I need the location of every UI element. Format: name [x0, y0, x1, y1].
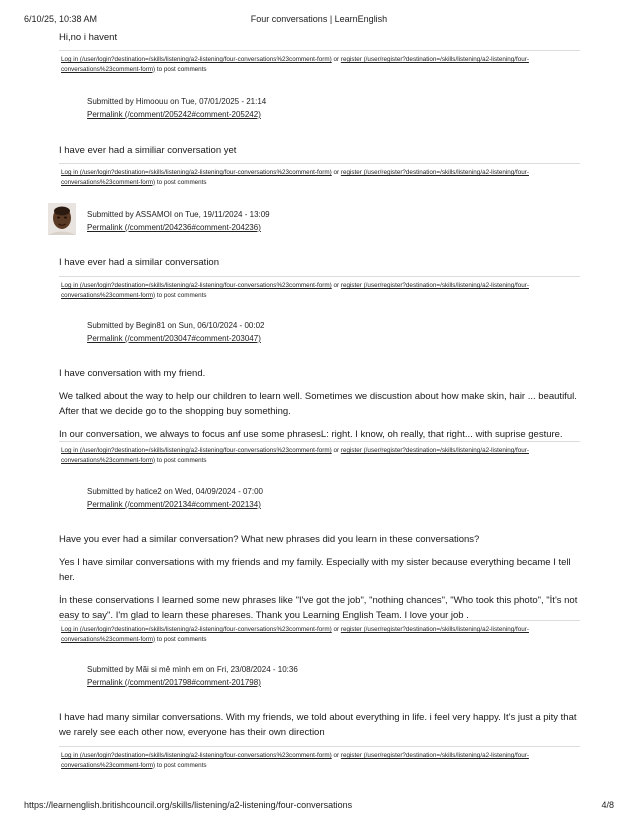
login-link[interactable]: Log in (/user/login?destination=/skills/listening/a2-listening/four-conversations%23comment-form) — [61, 447, 332, 454]
login-link[interactable]: Log in (/user/login?destination=/skills/listening/a2-listening/four-conversations%23comment-form) — [61, 626, 332, 633]
comment-paragraph: In our conversation, we always to focus anf use some phrasesL: right. I know, oh really, that right... with suprise gesture. — [59, 429, 563, 440]
login-link[interactable]: Log in (/user/login?destination=/skills/listening/a2-listening/four-conversations%23comment-form) — [61, 282, 332, 289]
comment-paragraph: We talked about the way to help our children to learn well. Sometimes we discustion about how make skin, hair ... beautiful. After that we decide go to the shopping buy something. — [59, 391, 577, 417]
divider — [59, 276, 580, 277]
print-header — [24, 14, 614, 26]
comment-permalink[interactable]: Permalink (/comment/201798#comment-201798) — [87, 678, 261, 687]
print-url: https://learnenglish.britishcouncil.org/skills/listening/a2-listening/four-conversations — [24, 800, 353, 810]
comment-paragraph: I have ever had a similiar conversation yet — [59, 145, 237, 156]
register-link-cont[interactable]: conversations%23comment-form) — [61, 65, 156, 73]
comment-paragraph: I have had many similar conversations. With my friends, we told about everything in life. i feel very happy. It's just a pity that we rarely see each other now, everyone has their own direction — [59, 712, 577, 738]
login-prompt: Log in (/user/login?destination=/skills/listening/a2-listening/four-conversations%23comment-form) or register (/user/register?destination=/skills/listening/a2-listening/four- conversations%23comment-form) to post comments — [61, 56, 529, 73]
print-footer — [24, 800, 614, 812]
comment-body — [59, 366, 579, 450]
register-link-cont[interactable]: conversations%23comment-form) — [61, 635, 156, 643]
comment-submitted: Submitted by Mãi si mê mình em on Fri, 23/08/2024 - 10:36 — [87, 665, 298, 674]
register-link[interactable]: register (/user/register?destination=/skills/listening/a2-listening/four- — [340, 626, 529, 633]
print-datetime: 6/10/25, 10:38 AM — [24, 14, 98, 24]
login-link[interactable]: Log in (/user/login?destination=/skills/listening/a2-listening/four-conversations%23comment-form) — [61, 752, 332, 759]
login-link[interactable]: Log in (/user/login?destination=/skills/listening/a2-listening/four-conversations%23comment-form) — [61, 169, 332, 176]
divider — [59, 50, 580, 51]
comment-permalink[interactable]: Permalink (/comment/205242#comment-205242) — [87, 110, 261, 119]
comment-body — [59, 710, 579, 748]
register-link[interactable]: register (/user/register?destination=/skills/listening/a2-listening/four- — [340, 752, 529, 759]
register-link[interactable]: register (/user/register?destination=/skills/listening/a2-listening/four- — [340, 282, 529, 289]
login-prompt: Log in (/user/login?destination=/skills/listening/a2-listening/four-conversations%23comment-form) or register (/user/register?destination=/skills/listening/a2-listening/four- conversations%23comment-form) to post comments — [61, 169, 529, 186]
register-link-cont[interactable]: conversations%23comment-form) — [61, 291, 156, 299]
login-prompt: Log in (/user/login?destination=/skills/listening/a2-listening/four-conversations%23comment-form) or register (/user/register?destination=/skills/listening/a2-listening/four- conversations%23comment-form) to post comments — [61, 752, 529, 769]
login-prompt: Log in (/user/login?destination=/skills/listening/a2-listening/four-conversations%23comment-form) or register (/user/register?destination=/skills/listening/a2-listening/four- conversations%23comment-form) to post comments — [61, 447, 529, 464]
comment-submitted: Submitted by Begin81 on Sun, 06/10/2024 - 00:02 — [87, 321, 265, 330]
divider — [59, 441, 580, 442]
print-page-title: Four conversations | LearnEnglish — [250, 14, 388, 24]
comment-body — [59, 255, 579, 278]
divider — [59, 746, 580, 747]
login-prompt: Log in (/user/login?destination=/skills/listening/a2-listening/four-conversations%23comment-form) or register (/user/register?destination=/skills/listening/a2-listening/four- conversations%23comment-form) to post comments — [61, 282, 529, 299]
comment-paragraph: Hi,no i havent — [59, 32, 118, 43]
comment-paragraph: I have conversation with my friend. — [59, 368, 206, 379]
comment-paragraph: İn these conservations I learned some new phrases like "I've got the job", "nothing chances", "Who took this photo", "İt's not easy to say". I'm glad to learn these phareses. Thank you Learning English Team. I love your job . — [59, 595, 578, 621]
user-avatar — [48, 203, 76, 235]
comment-submitted: Submitted by hatice2 on Wed, 04/09/2024 - 07:00 — [87, 487, 263, 496]
comment-submitted: Submitted by Himoouu on Tue, 07/01/2025 - 21:14 — [87, 97, 267, 106]
comment-permalink[interactable]: Permalink (/comment/202134#comment-202134) — [87, 500, 261, 509]
register-link-cont[interactable]: conversations%23comment-form) — [61, 456, 156, 464]
register-link-cont[interactable]: conversations%23comment-form) — [61, 761, 156, 769]
comment-paragraph: Yes I have similar conversations with my friends and my family. Especially with my sister because everything became I tell her. — [59, 557, 571, 583]
page-number: 4/8 — [601, 800, 614, 810]
register-link[interactable]: register (/user/register?destination=/skills/listening/a2-listening/four- — [340, 169, 529, 176]
login-prompt: Log in (/user/login?destination=/skills/listening/a2-listening/four-conversations%23comment-form) or register (/user/register?destination=/skills/listening/a2-listening/four- conversations%23comment-form) to post comments — [61, 626, 529, 643]
register-link-cont[interactable]: conversations%23comment-form) — [61, 178, 156, 186]
login-link[interactable]: Log in (/user/login?destination=/skills/listening/a2-listening/four-conversations%23comment-form) — [61, 56, 332, 63]
comment-permalink[interactable]: Permalink (/comment/204236#comment-204236) — [87, 223, 261, 232]
comment-paragraph: I have ever had a similar conversation — [59, 257, 219, 268]
divider — [59, 620, 580, 621]
comment-body — [59, 532, 579, 631]
comment-permalink[interactable]: Permalink (/comment/203047#comment-203047) — [87, 334, 261, 343]
register-link[interactable]: register (/user/register?destination=/skills/listening/a2-listening/four- — [340, 447, 529, 454]
comment-submitted: Submitted by ASSAMOI on Tue, 19/11/2024 - 13:09 — [87, 210, 270, 219]
divider — [59, 163, 580, 164]
register-link[interactable]: register (/user/register?destination=/skills/listening/a2-listening/four- — [340, 56, 529, 63]
comment-paragraph: Have you ever had a similar conversation? What new phrases did you learn in these conversations? — [59, 534, 480, 545]
